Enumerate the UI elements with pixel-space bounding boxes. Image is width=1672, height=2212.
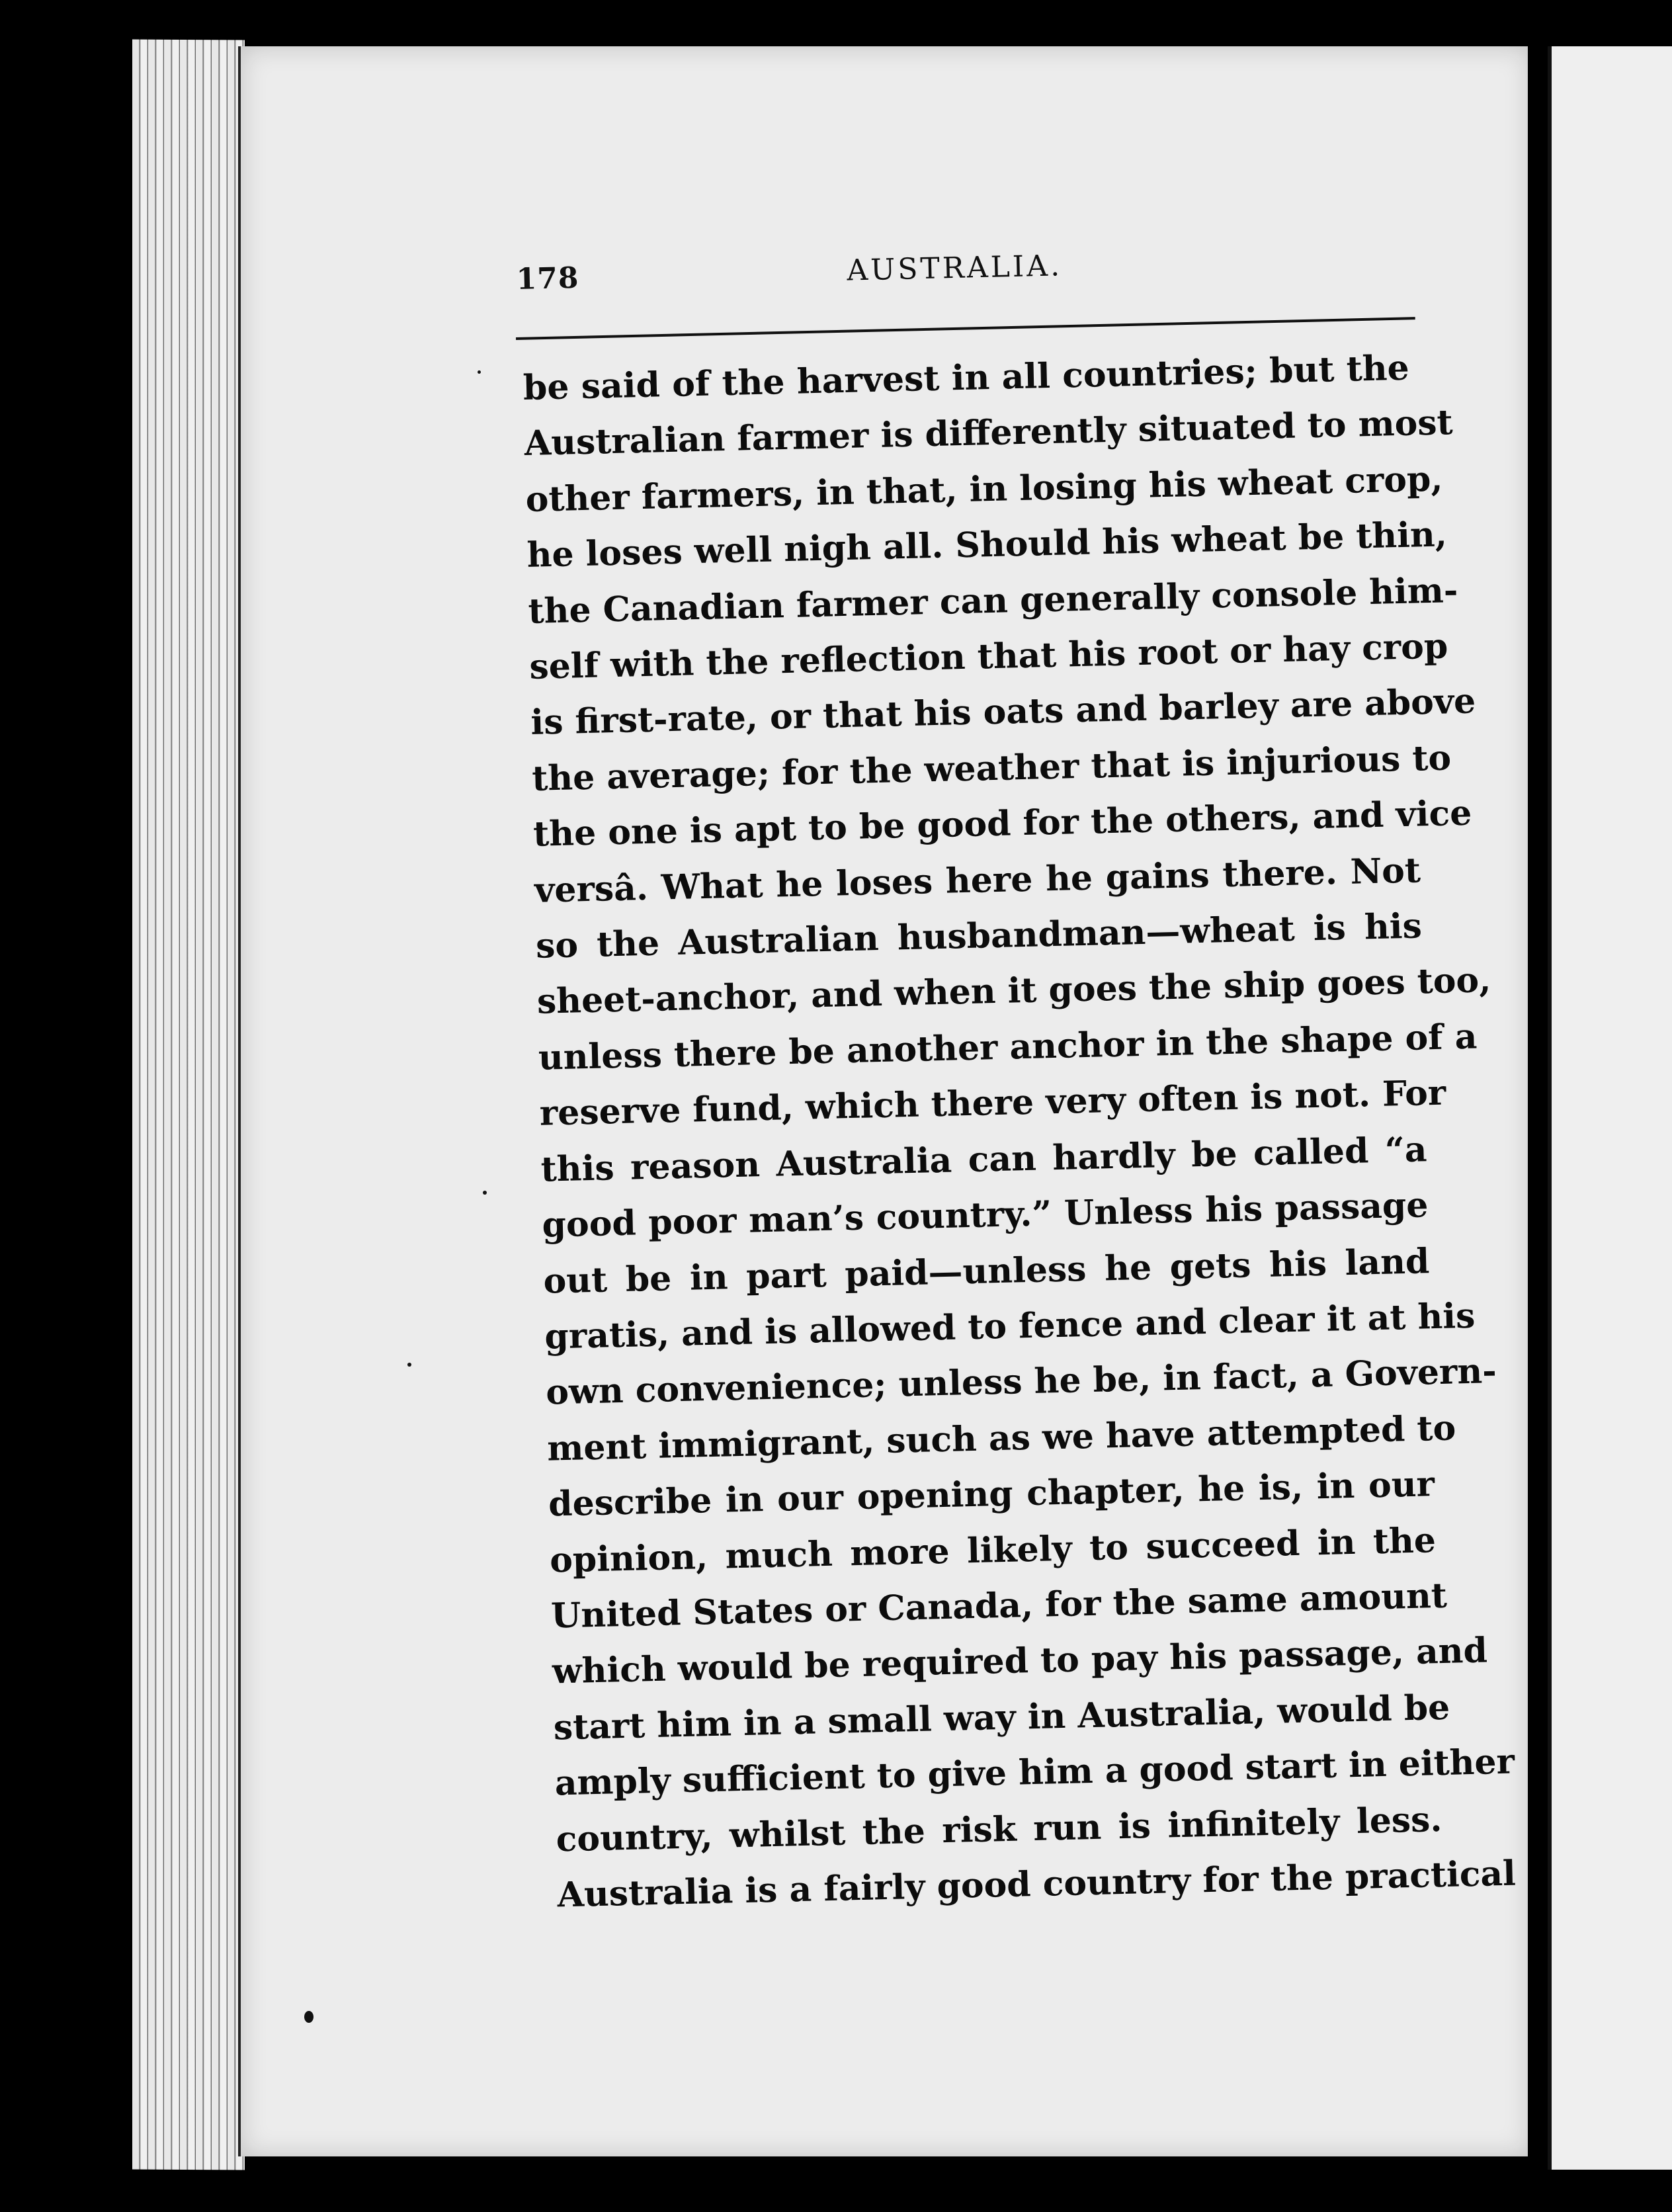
text-line: Australia is a fairly good country for the practical <box>556 1853 1517 1916</box>
text-line: out be in part paid—unless he gets his land <box>542 1240 1430 1302</box>
text-line: own convenience; unless he be, in fact, a Govern- <box>545 1351 1497 1413</box>
text-line: sheet-anchor, and when it goes the ship goes too, <box>536 960 1491 1023</box>
text-line: ment immigrant, such as we have attempted to <box>546 1408 1456 1469</box>
text-line: good poor man’s country.” Unless his passage <box>541 1185 1429 1246</box>
text-line: the one is apt to be good for the others, and vice <box>532 792 1472 855</box>
text-line: Australian farmer is differently situated to most <box>524 402 1454 464</box>
text-line: self with the reflection that his root or hay crop <box>528 626 1448 687</box>
text-line: so the Australian husbandman—wheat is his <box>535 906 1423 966</box>
ink-speck <box>407 1363 411 1367</box>
text-line: opinion, much more likely to succeed in the <box>549 1519 1437 1581</box>
text-line: versâ. What he loses here he gains there. Not <box>534 850 1421 911</box>
body-text <box>522 340 1517 1924</box>
text-line: the Canadian farmer can generally console him- <box>527 570 1459 632</box>
text-line: United States or Canada, for the same amount <box>550 1575 1448 1637</box>
text-line: other farmers, in that, in losing his wheat crop, <box>525 458 1444 520</box>
text-line: gratis, and is allowed to fence and clear it at his <box>544 1295 1476 1357</box>
text-line: he loses well nigh all. Should his wheat be thin, <box>526 514 1448 576</box>
running-head: AUSTRALIA. <box>846 249 1063 288</box>
page-number: 178 <box>516 261 580 296</box>
page-edges <box>132 40 245 2170</box>
text-line: be said of the harvest in all countries; but the <box>522 347 1410 408</box>
text-line: amply sufficient to give him a good start in either <box>554 1741 1515 1804</box>
ink-speck <box>483 1191 487 1195</box>
text-line: the average; for the weather that is injurious to <box>531 738 1452 799</box>
ink-speck <box>304 2011 314 2023</box>
facing-page-edge <box>1548 46 1672 2170</box>
ink-speck <box>478 370 481 374</box>
text-line: describe in our opening chapter, he is, in our <box>548 1464 1435 1525</box>
text-line: start him in a small way in Australia, would be <box>553 1687 1450 1748</box>
text-line: which would be required to pay his passage, and <box>552 1630 1488 1692</box>
text-line: this reason Australia can hardly be called “a <box>540 1128 1428 1190</box>
text-line: country, whilst the risk run is infinitely less. <box>556 1799 1443 1859</box>
text-line: reserve fund, which there very often is not. For <box>539 1072 1446 1134</box>
text-line: unless there be another anchor in the shape of a <box>538 1016 1478 1078</box>
text-line: is first-rate, or that his oats and barley are above <box>530 681 1476 744</box>
